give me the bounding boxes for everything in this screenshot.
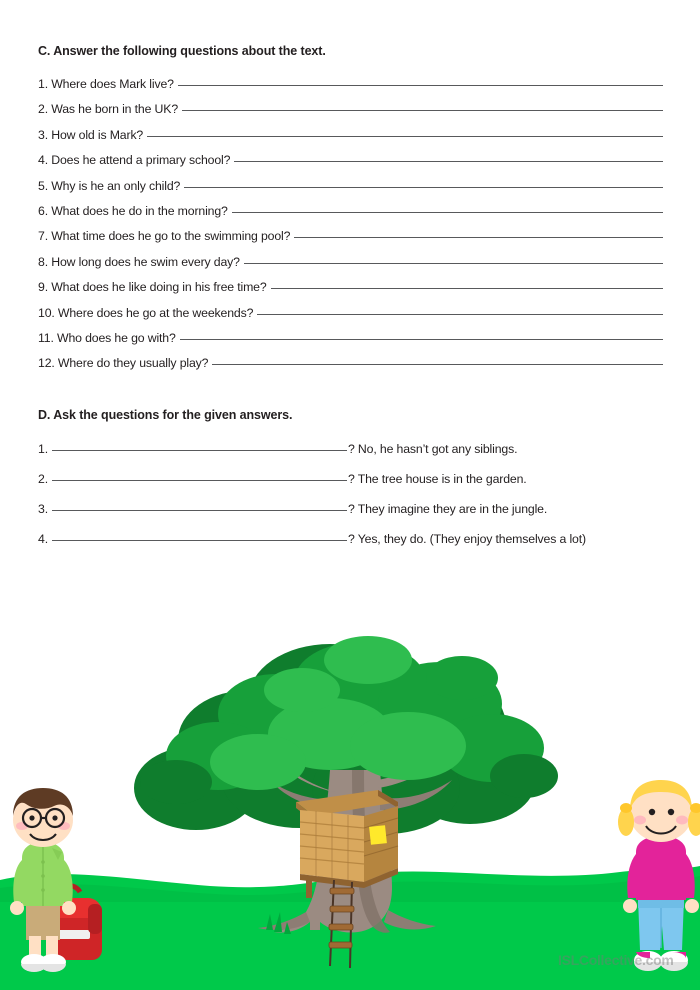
worksheet-content xyxy=(38,44,663,562)
answer-blank-line[interactable] xyxy=(294,237,663,238)
question-row xyxy=(38,153,663,167)
question-blank-line[interactable] xyxy=(52,450,347,451)
question-row xyxy=(38,102,663,116)
question-row xyxy=(38,179,663,193)
question-row xyxy=(38,204,663,218)
section-c-heading: C. Answer the following questions about the text. xyxy=(38,44,326,58)
given-answer-text: ? No, he hasn’t got any siblings. xyxy=(347,442,518,457)
question-text: 8. How long does he swim every day? xyxy=(38,254,240,269)
given-answer-text: ? They imagine they are in the jungle. xyxy=(347,502,548,517)
question-text: 10. Where does he go at the weekends? xyxy=(38,305,254,320)
given-answer-text: ? Yes, they do. (They enjoy themselves a lot) xyxy=(347,532,586,547)
question-blank-line[interactable] xyxy=(52,510,347,511)
tree-house-scene-illustration xyxy=(0,630,700,990)
answer-blank-line[interactable] xyxy=(212,364,663,365)
item-number: 3. xyxy=(38,502,48,517)
item-number: 1. xyxy=(38,442,48,457)
question-text: 9. What does he like doing in his free time? xyxy=(38,280,267,295)
answer-blank-line[interactable] xyxy=(232,212,663,213)
question-blank-line[interactable] xyxy=(52,480,347,481)
question-row xyxy=(38,280,663,294)
question-blank-line[interactable] xyxy=(52,540,347,541)
answer-blank-line[interactable] xyxy=(234,161,663,162)
question-row xyxy=(38,128,663,142)
question-row xyxy=(38,331,663,345)
question-row xyxy=(38,77,663,91)
islcollective-watermark: ISLCollective.com xyxy=(558,952,674,968)
question-row xyxy=(38,255,663,269)
section-d xyxy=(38,408,663,546)
answer-blank-line[interactable] xyxy=(184,187,663,188)
question-row xyxy=(38,306,663,320)
boy-shorts xyxy=(26,902,60,940)
question-text: 5. Why is he an only child? xyxy=(38,178,181,193)
question-text: 7. What time does he go to the swimming pool? xyxy=(38,229,291,244)
ask-question-row xyxy=(38,472,663,486)
question-text: 1. Where does Mark live? xyxy=(38,77,174,91)
question-text: 2. Was he born in the UK? xyxy=(38,102,179,117)
question-row xyxy=(38,356,663,370)
answer-blank-line[interactable] xyxy=(178,85,663,86)
given-answer-text: ? The tree house is in the garden. xyxy=(347,472,527,487)
item-number: 4. xyxy=(38,532,48,547)
question-text: 12. Where do they usually play? xyxy=(38,356,209,371)
answer-blank-line[interactable] xyxy=(271,288,663,289)
answer-blank-line[interactable] xyxy=(257,314,663,315)
question-text: 6. What does he do in the morning? xyxy=(38,203,228,218)
item-number: 2. xyxy=(38,472,48,487)
question-text: 4. Does he attend a primary school? xyxy=(38,153,231,168)
ask-question-row xyxy=(38,532,663,546)
question-text: 3. How old is Mark? xyxy=(38,127,144,142)
illustration-area xyxy=(0,630,700,990)
ask-question-row xyxy=(38,442,663,456)
answer-blank-line[interactable] xyxy=(180,339,663,340)
answer-blank-line[interactable] xyxy=(244,263,663,264)
treehouse-window xyxy=(369,825,387,845)
section-d-heading: D. Ask the questions for the given answers. xyxy=(38,408,293,423)
question-text: 11. Who does he go with? xyxy=(38,330,176,345)
answer-blank-line[interactable] xyxy=(182,110,663,111)
section-c xyxy=(38,44,663,370)
ask-question-row xyxy=(38,502,663,516)
answer-blank-line[interactable] xyxy=(147,136,663,137)
girl-top xyxy=(636,836,686,900)
question-row xyxy=(38,229,663,243)
